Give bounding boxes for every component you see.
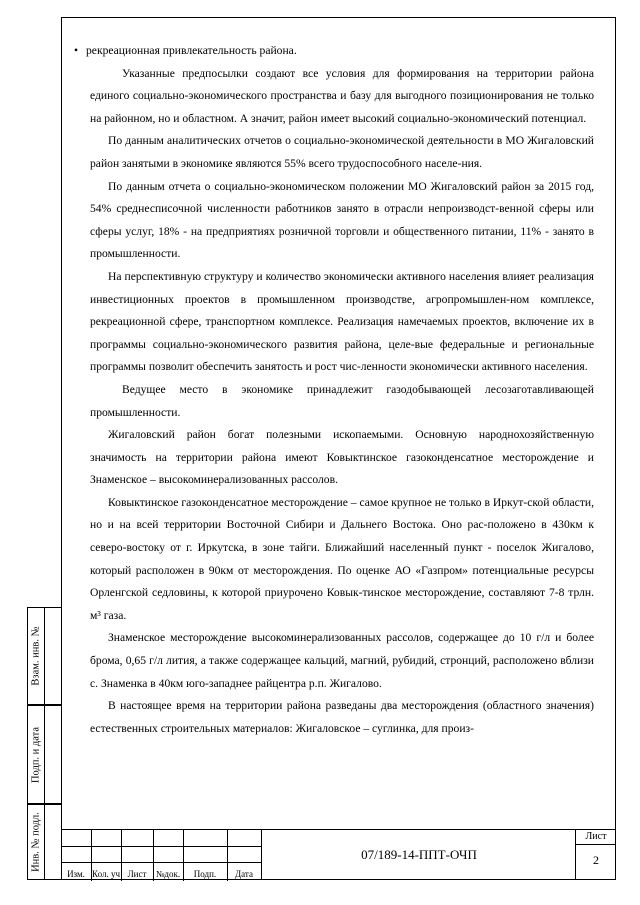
paragraph-4: По данным отчета о социально-экономическом положении МО Жигаловский район за 2015 год, 54% среднесписочной численности работников занято в отрасли непроизводст-венной сферы или сферы услуг, 18% - на предприятиях розничной торговли и общественного питании, 11% - занято в промышленности.	[90, 179, 594, 261]
title-block	[61, 829, 616, 880]
paragraph-9: Знаменское месторождение высокоминерализованных рассолов, содержащее до 10 г/л и более брома, 0,65 г/л лития, а также содержащее кальций, магний, рубидий, стронций, расположено вблизи с. Знаменка в 40км юго-западнее райцентра р.п. Жигалово.	[90, 631, 594, 690]
side-stamp-inv	[27, 804, 61, 880]
document-body	[73, 40, 594, 740]
side-stamp-vzam	[27, 607, 61, 705]
sheet-number: 2	[593, 853, 599, 867]
side-stamp-podp-label: Подп. и дата	[30, 726, 42, 783]
side-stamp-vzam-label: Взам. инв. №	[30, 626, 42, 686]
revision-grid	[61, 830, 261, 881]
col-data: Дата	[235, 869, 253, 879]
sheet-cell	[575, 830, 616, 880]
bullet-icon: •	[73, 44, 79, 57]
paragraph-5: На перспективную структуру и количество экономически активного населения влияет реализация инвестиционных проектов в промышленном производстве, агропромышлен-ном комплексе, рекреационной сфере, транспортном комплексе. Реализация намечаемых проектов, включение их в программы социально-экономического развития района, целе-вые федеральные и региональные программы позволит обеспечить занятость и рост чис-ленности экономически активного населения.	[90, 269, 594, 374]
sheet-label: Лист	[576, 830, 616, 845]
col-ndok: №док.	[155, 869, 181, 879]
col-podp: Подп.	[193, 869, 217, 879]
paragraph-8: Ковыктинское газоконденсатное месторождение – самое крупное не только в Иркут-ской области, но и на всей территории Восточной Сибири и Дальнего Востока. Оно рас-положено в 430км к северо-востоку от г. Иркутска, в зоне тайги. Ближайший населенный пункт - поселок Жигалово, который расположен в 90км от месторождения. По оценке АО «Газпром» потенциальные ресурсы Орленгской седловины, к которой приурочено Ковык-тинское месторождение, составляют 7-8 трлн. м³ газа.	[90, 495, 594, 622]
paragraph-6: Ведущее место в экономике принадлежит газодобывающей лесозаготавливающей промышленности.	[90, 382, 594, 419]
col-list: Лист	[127, 869, 147, 879]
paragraph-2: Указанные предпосылки создают все условия для формирования на территории района единого социально-экономического пространства и базу для выгодного позиционирования не только на районном, но и областном. А значит, район имеет высокий социально-экономический потенциал.	[90, 66, 594, 125]
paragraph-10: В настоящее время на территории района разведаны два месторождения (областного значения) естественных строительных материалов: Жигаловское – суглинка, для произ-	[90, 699, 594, 735]
document-code: 07/189-14-ППТ-ОЧП	[261, 830, 576, 880]
paragraph-7: Жигаловский район богат полезными ископаемыми. Основную народнохозяйственную значимость на территории района имеют Ковыктинское газоконденсатное месторождение и Знаменское – высокоминерализованных рассолов.	[90, 428, 594, 487]
paragraph-1	[73, 40, 594, 63]
side-stamp-inv-label: Инв. № подл.	[30, 812, 42, 872]
side-stamp-podp	[27, 705, 61, 804]
paragraph-3: По данным аналитических отчетов о социально-экономической деятельности в МО Жигаловский район занятыми в экономике являются 55% всего трудоспособного населе-ния.	[90, 134, 594, 170]
col-izm: Изм.	[67, 869, 85, 879]
paragraph-text: рекреационная привлекательность района.	[86, 44, 297, 57]
col-kol-uch: Кол. уч	[92, 869, 120, 879]
